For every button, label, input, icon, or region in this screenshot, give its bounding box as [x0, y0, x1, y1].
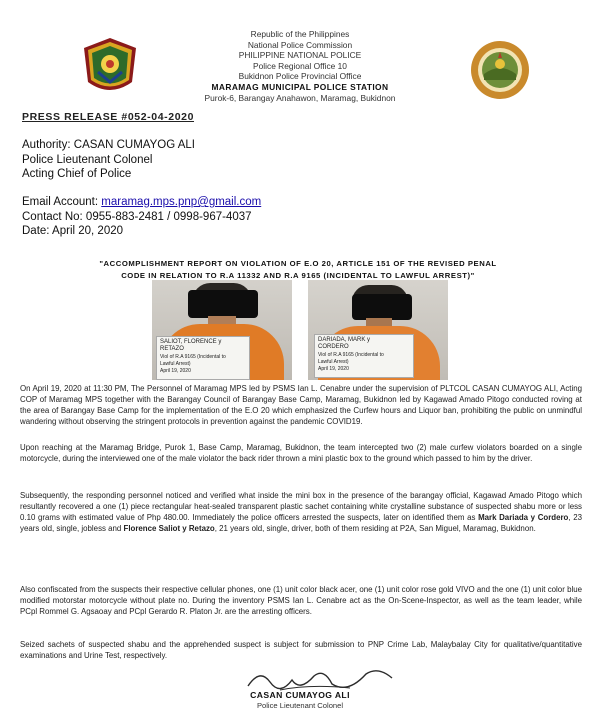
authority-rank: Police Lieutenant Colonel: [22, 153, 153, 166]
title-line-2: CODE IN RELATION TO R.A 11332 AND R.A 9165 (INCIDENTAL TO LAWFUL ARREST)": [121, 271, 475, 280]
placard-line: DARIADA, MARK y: [318, 337, 371, 343]
email-line: [22, 195, 261, 210]
maramag-seal-logo: [470, 40, 530, 100]
placard-line: RETAZO: [160, 346, 184, 353]
p3-text: , 23 years old, single, jobless and: [20, 512, 582, 533]
signatory-name: CASAN CUMAYOG ALI: [250, 690, 350, 700]
suspect-name-1: Mark Dariada y Cordero: [478, 512, 569, 522]
authority-name: Authority: CASAN CUMAYOG ALI: [22, 139, 195, 151]
body-paragraph-3: [20, 491, 582, 535]
header-line: PHILIPPINE NATIONAL POLICE: [238, 50, 362, 61]
contact-numbers: Contact No: 0955-883-2481 / 0998-967-4037: [22, 210, 252, 223]
report-title: [40, 258, 556, 282]
body-paragraph-4: Also confiscated from the suspects their respective cellular phones, one (1) unit color black acer, one (1) unit color rose gold VIVO and the one (1) unit color blue modified motorstar motorcycle without plate no. During the inventory PSMS Ian L. Cenabre act as the On-Scene-Inspector, as well as the team leader, while PCpl Rommel G. Agsaoay and PCpl Gerardo R. Platon Jr. are the arresting officers.: [20, 585, 582, 616]
pnp-seal-logo: [80, 36, 140, 98]
suspect-name-2: Florence Saliot y Retazo: [123, 523, 215, 533]
name-placard: [314, 334, 414, 378]
placard-line: April 19, 2020: [160, 368, 191, 375]
p3-text: , 21 years old, single, driver, both of them residing at P2A, San Miguel, Maramag, Bukidnon.: [214, 523, 536, 533]
press-release-number: PRESS RELEASE #052-04-2020: [22, 111, 195, 123]
email-label: Email Account:: [22, 196, 102, 208]
title-line-1: "ACCOMPLISHMENT REPORT ON VIOLATION OF E.O 20, ARTICLE 151 OF THE REVISED PENAL: [99, 259, 497, 268]
letterhead: [150, 29, 450, 103]
signature-block: [200, 690, 400, 710]
placard-line: CORDERO: [318, 344, 349, 351]
suspect-photo-1: [152, 280, 292, 380]
placard-line: Viol of R.A 9165 (Incidental to: [318, 351, 384, 358]
placard-line: Lawful Arrest): [318, 358, 349, 365]
release-date: Date: April 20, 2020: [22, 225, 124, 237]
header-line: National Police Commission: [247, 39, 353, 50]
header-line: Bukidnon Police Provincial Office: [238, 71, 362, 82]
signatory-rank: Police Lieutenant Colonel: [256, 701, 344, 710]
face-censor-bar: [352, 294, 412, 320]
header-line: Police Regional Office 10: [253, 60, 347, 71]
contact-block: [22, 195, 261, 239]
body-paragraph-1: On April 19, 2020 at 11:30 PM, The Personnel of Maramag MPS led by PSMS Ian L. Cenabre under the supervision of PLTCOL CASAN CUMAYOG ALI, Acting COP of Maramag MPS together with the Barangay Council of Barangay Base Camp, Maramag, Bukidnon led by Kagawad Amado Pitogo conducted roving at the area of Barangay Base Camp for the implementation of the E.O 20 which emphasized the Curfew hours and Liquor ban, prohibiting the public on unmindful wandering without observing the stringent protocols in prevention against the pandemic COVID19.: [20, 384, 582, 426]
placard-line: Lawful Arrest): [160, 360, 191, 367]
name-placard: [156, 336, 250, 380]
body-paragraph-5: Seized sachets of suspected shabu and the apprehended suspect is subject for submission to PNP Crime Lab, Malaybalay City for qualitative/quantitative examinations and Urine Test, respectively.: [20, 640, 582, 660]
placard-line: April 19, 2020: [318, 366, 349, 373]
station-name: MARAMAG MUNICIPAL POLICE STATION: [211, 81, 389, 92]
email-link[interactable]: maramag.mps.pnp@gmail.com: [101, 196, 262, 208]
authority-block: [22, 138, 195, 182]
suspect-photo-2: [308, 280, 448, 380]
p3-text: Subsequently, the responding personnel noticed and verified what inside the mini box in the presence of the barangay official, Kagawad Amado Pitogo which resultantly recovered a one (1) piece rectangular heat-sealed transparent plastic sachet containing white crystalline substance of suspected shabu more or less 0.10 grams with estimated value of Php 480.00. Immediately the police officers arrested the suspects, later on identified them as: [20, 491, 582, 522]
authority-position: Acting Chief of Police: [22, 168, 132, 180]
station-address: Purok-6, Barangay Anahawon, Maramag, Bukidnon: [204, 92, 396, 103]
body-paragraph-2: Upon reaching at the Maramag Bridge, Purok 1, Base Camp, Maramag, Bukidnon, the team intercepted two (2) male curfew violators boarded on a single motorcycle, during the interviewed one of the male violator the back rider thrown a mini plastic box to the ground which passed to him by the driver.: [20, 443, 582, 463]
header-line: Republic of the Philippines: [250, 29, 350, 39]
placard-line: Viol of R.A 9165 (Incidental to: [160, 353, 226, 360]
placard-line: SALIOT, FLORENCE y: [160, 339, 222, 345]
face-censor-bar: [188, 290, 258, 318]
